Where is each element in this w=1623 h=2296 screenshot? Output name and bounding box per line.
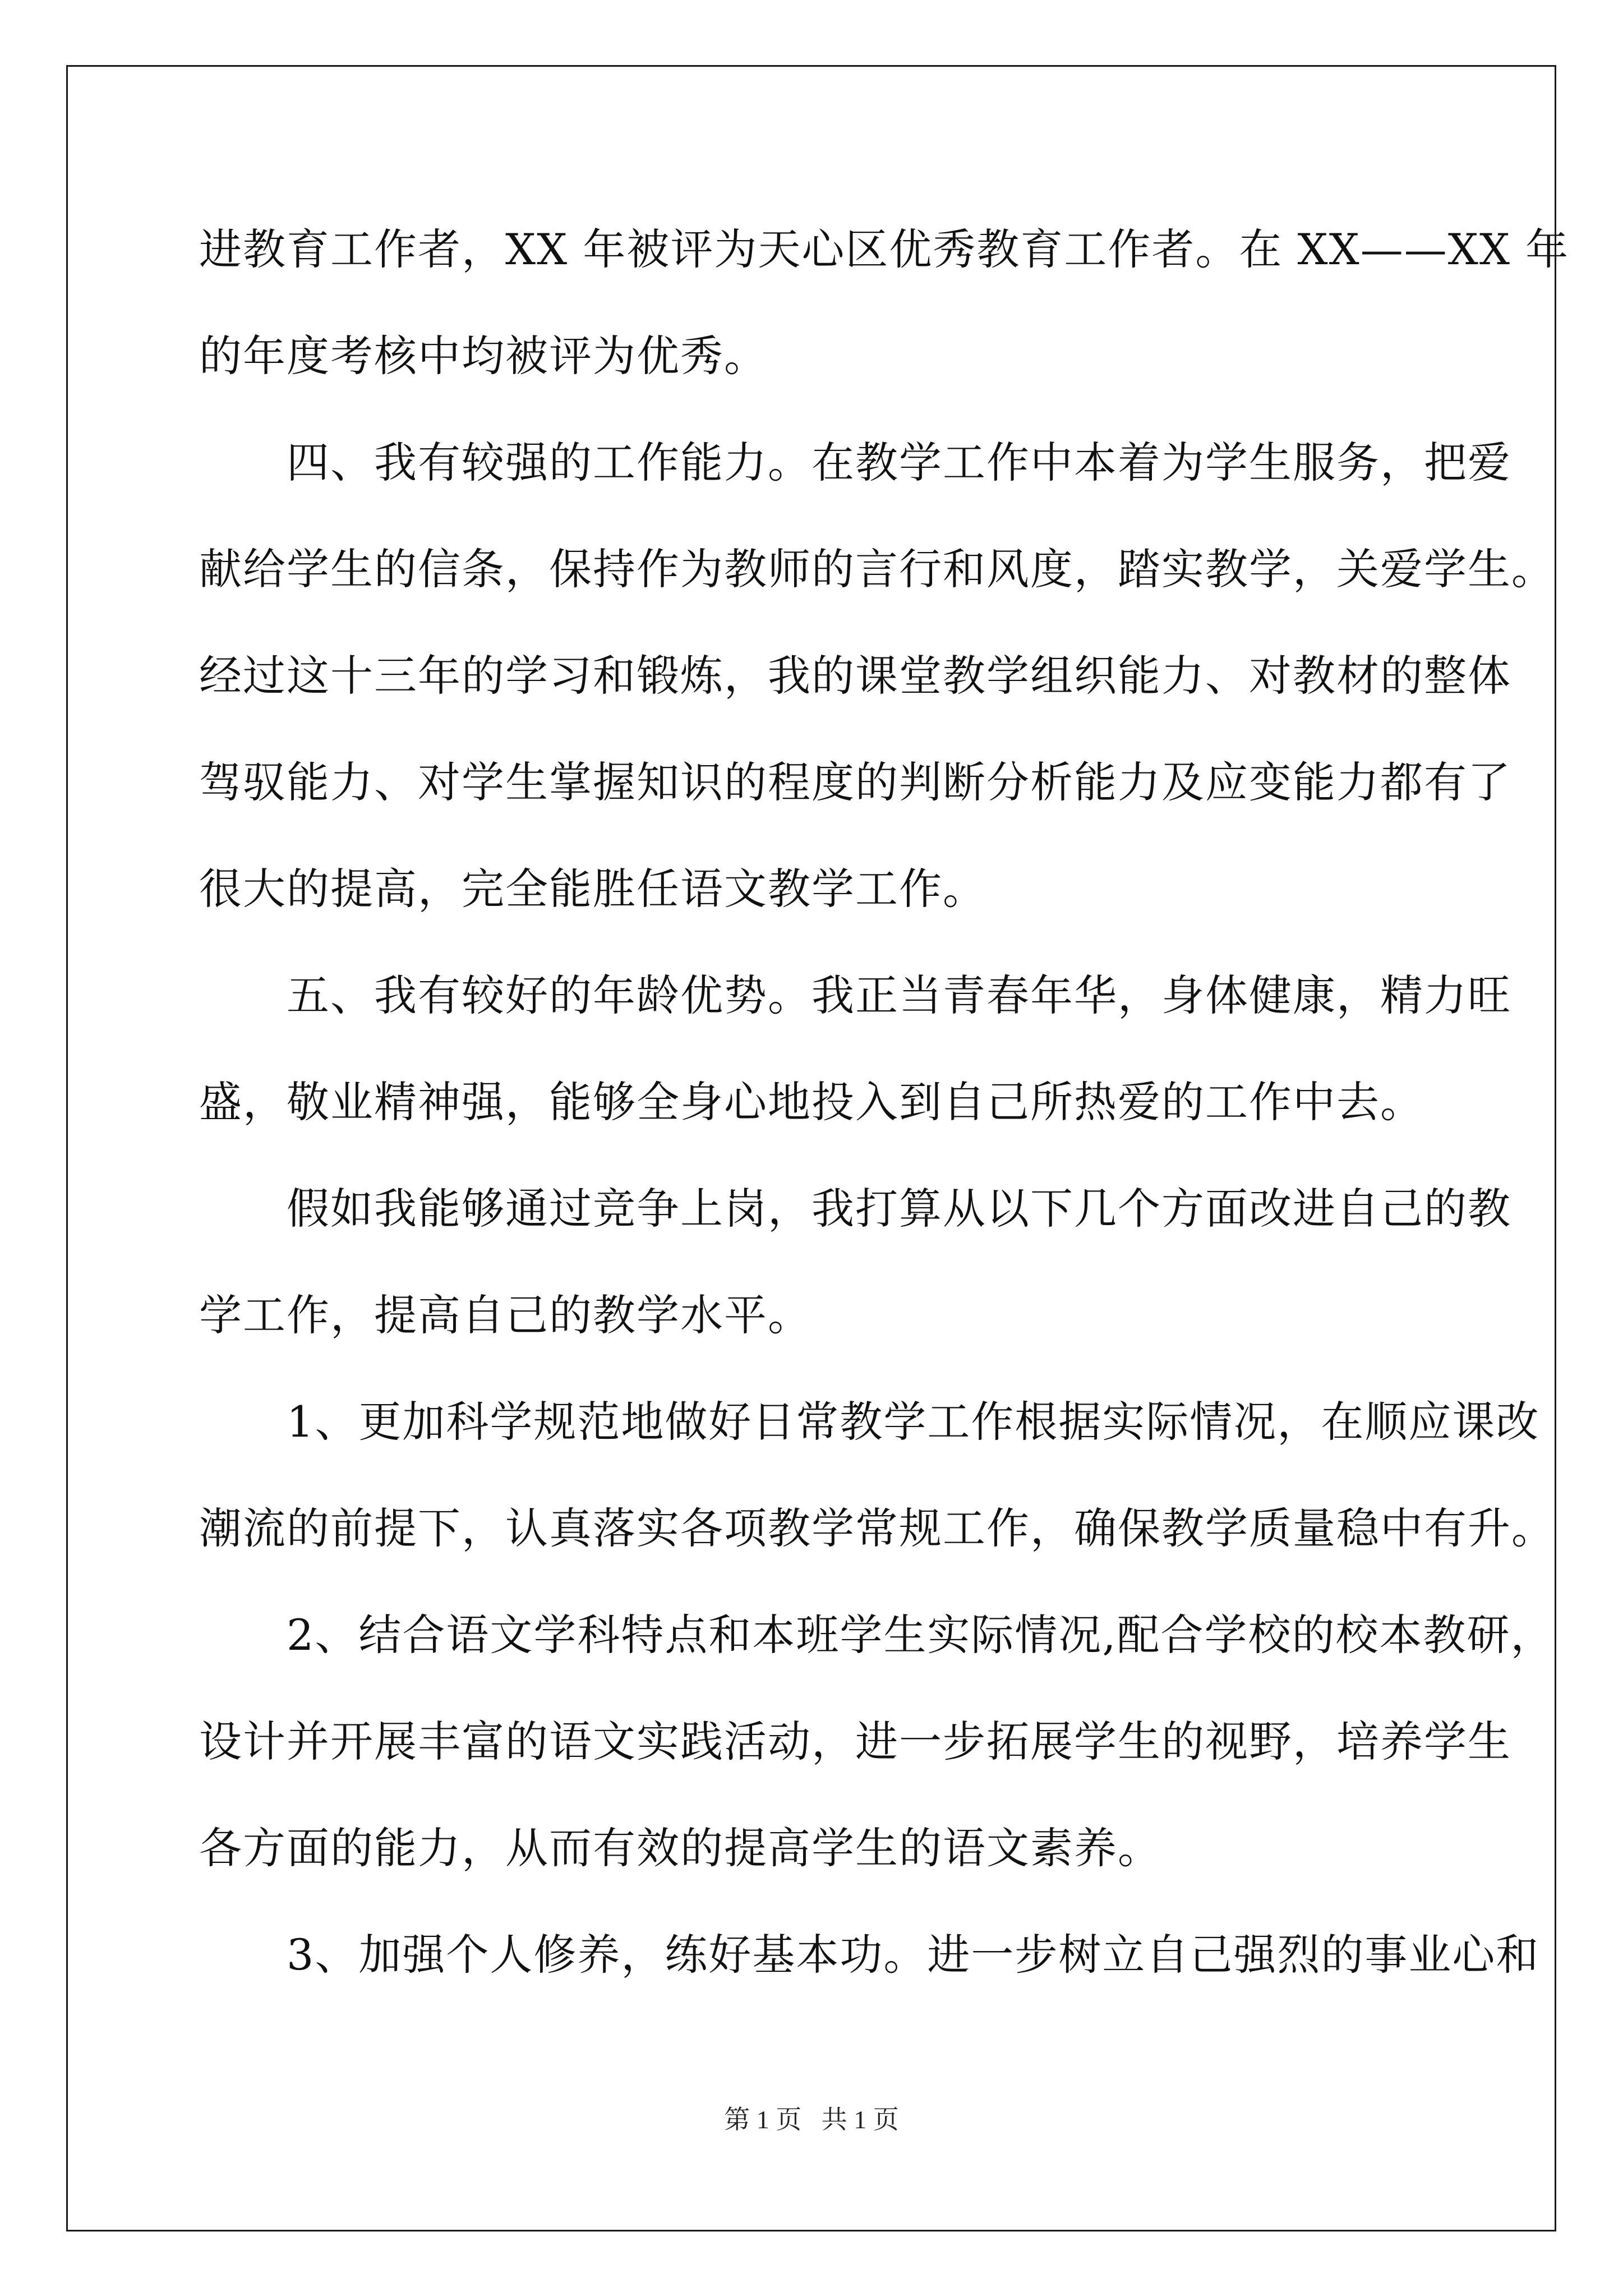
text-line: 很大的提高，完全能胜任语文教学工作。 bbox=[199, 864, 986, 914]
page-number: 第 1 页 bbox=[724, 2105, 802, 2134]
page-total: 共 1 页 bbox=[821, 2105, 899, 2134]
text-line: 驾驭能力、对学生掌握知识的程度的判断分析能力及应变能力都有了 bbox=[199, 757, 1511, 807]
page-footer bbox=[0, 2099, 1623, 2136]
page-border bbox=[66, 65, 1556, 2231]
text-line: 经过这十三年的学习和锻炼，我的课堂教学组织能力、对教材的整体 bbox=[199, 651, 1511, 701]
text-line: 3、加强个人修养，练好基本功。进一步树立自己强烈的事业心和 bbox=[199, 1930, 1540, 1980]
text-line: 潮流的前提下，认真落实各项教学常规工作，确保教学质量稳中有升。 bbox=[199, 1503, 1555, 1553]
text-line: 的年度考核中均被评为优秀。 bbox=[199, 331, 768, 381]
text-line: 盛，敬业精神强，能够全身心地投入到自己所热爱的工作中去。 bbox=[199, 1077, 1424, 1127]
text-line: 学工作，提高自己的教学水平。 bbox=[199, 1290, 811, 1340]
text-line: 献给学生的信条，保持作为教师的言行和风度，踏实教学，关爱学生。 bbox=[199, 544, 1555, 594]
text-line: 四、我有较强的工作能力。在教学工作中本着为学生服务，把爱 bbox=[199, 438, 1511, 487]
text-line: 设计并开展丰富的语文实践活动，进一步拓展学生的视野，培养学生 bbox=[199, 1717, 1511, 1766]
text-line: 进教育工作者，XX 年被评为天心区优秀教育工作者。在 XX——XX 年 bbox=[199, 224, 1570, 274]
text-line: 各方面的能力，从而有效的提高学生的语文素养。 bbox=[199, 1823, 1161, 1873]
text-line: 1、更加科学规范地做好日常教学工作根据实际情况，在顺应课改 bbox=[199, 1397, 1540, 1447]
text-line: 假如我能够通过竞争上岗，我打算从以下几个方面改进自己的教 bbox=[199, 1184, 1511, 1234]
text-line: 2、结合语文学科特点和本班学生实际情况,配合学校的校本教研， bbox=[199, 1610, 1555, 1660]
text-line: 五、我有较好的年龄优势。我正当青春年华，身体健康，精力旺 bbox=[199, 970, 1511, 1020]
